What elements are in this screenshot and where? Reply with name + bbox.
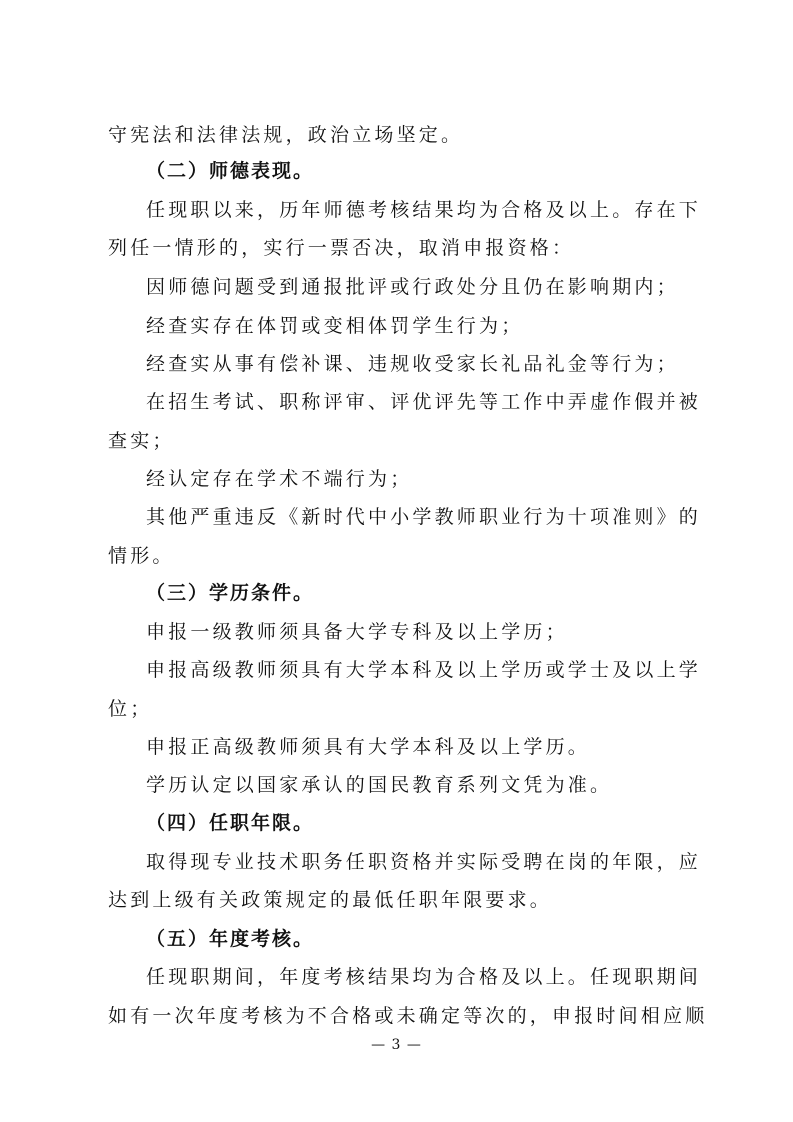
body-line: 如有一次年度考核为不合格或未确定等次的，申报时间相应顺 bbox=[108, 1005, 708, 1027]
body-line: 经查实存在体罚或变相体罚学生行为； bbox=[146, 315, 524, 337]
body-line: 申报高级教师须具有大学本科及以上学历或学士及以上学 bbox=[146, 659, 702, 681]
section-heading-4: （四）任职年限。 bbox=[146, 812, 315, 834]
body-line: 其他严重违反《新时代中小学教师职业行为十项准则》的 bbox=[146, 506, 702, 528]
section-heading-5: （五）年度考核。 bbox=[146, 928, 315, 950]
body-line: 守宪法和法律法规，政治立场坚定。 bbox=[108, 124, 464, 146]
body-line: 经查实从事有偿补课、违规收受家长礼品礼金等行为； bbox=[146, 353, 679, 375]
body-line: 申报正高级教师须具有大学本科及以上学历。 bbox=[146, 736, 591, 758]
page-number: — 3 — bbox=[371, 1037, 422, 1053]
body-line: 任现职以来，历年师德考核结果均为合格及以上。存在下 bbox=[146, 199, 702, 221]
body-line: 达到上级有关政策规定的最低任职年限要求。 bbox=[108, 889, 553, 911]
body-line: 查实； bbox=[108, 430, 175, 452]
body-line: 取得现专业技术职务任职资格并实际受聘在岗的年限，应 bbox=[146, 851, 702, 873]
body-line: 经认定存在学术不端行为； bbox=[146, 468, 413, 490]
section-heading-3: （三）学历条件。 bbox=[146, 582, 315, 604]
body-line: 申报一级教师须具备大学专科及以上学历； bbox=[146, 621, 568, 643]
body-line: 位； bbox=[108, 698, 153, 720]
body-line: 任现职期间，年度考核结果均为合格及以上。任现职期间 bbox=[146, 966, 702, 988]
body-line: 列任一情形的，实行一票否决，取消申报资格： bbox=[108, 237, 575, 259]
body-line: 情形。 bbox=[108, 545, 175, 567]
section-heading-2: （二）师德表现。 bbox=[146, 160, 315, 182]
body-line: 在招生考试、职称评审、评优评先等工作中弄虚作假并被 bbox=[146, 391, 702, 413]
body-line: 因师德问题受到通报批评或行政处分且仍在影响期内； bbox=[146, 276, 679, 298]
body-line: 学历认定以国家承认的国民教育系列文凭为准。 bbox=[146, 774, 613, 796]
